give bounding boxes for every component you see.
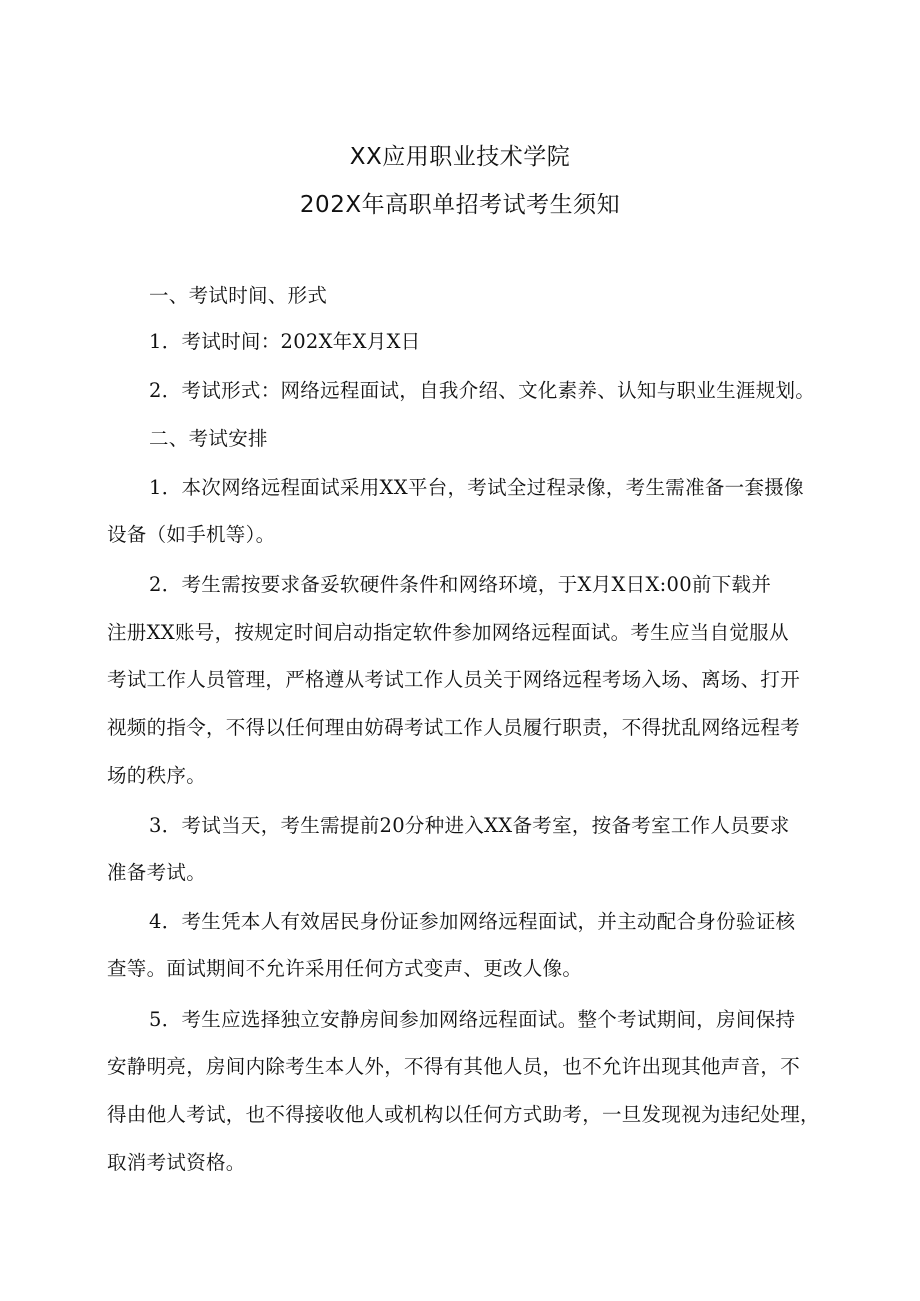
paragraph-line: 场的秩序。	[107, 764, 207, 787]
paragraph-line: 5．考生应选择独立安静房间参加网络远程面试。整个考试期间，房间保持	[149, 1008, 796, 1031]
section-heading-time-format: 一、考试时间、形式	[149, 284, 328, 307]
paragraph-line: 4．考生凭本人有效居民身份证参加网络远程面试，并主动配合身份验证核	[149, 910, 796, 933]
paragraph-line: 视频的指令，不得以任何理由妨碍考试工作人员履行职责，不得扰乱网络远程考	[107, 716, 801, 739]
paragraph-line: 3．考试当天，考生需提前20分种进入XX备考室，按备考室工作人员要求	[149, 814, 790, 837]
paragraph-line: 查等。面试期间不允许采用任何方式变声、更改人像。	[107, 957, 583, 980]
paragraph-line: 注册XX账号，按规定时间启动指定软件参加网络远程面试。考生应当自觉服从	[107, 621, 789, 644]
paragraph-line: 2．考试形式：网络远程面试，自我介绍、文化素养、认知与职业生涯规划。	[149, 379, 816, 402]
paragraph-line: 考试工作人员管理，严格遵从考试工作人员关于网络远程考场入场、离场、打开	[107, 668, 801, 691]
section-heading-arrangement: 二、考试安排	[149, 427, 268, 450]
paragraph-line: 1．本次网络远程面试采用XX平台，考试全过程录像，考生需准备一套摄像	[149, 476, 804, 499]
paragraph-line: 2．考生需按要求备妥软硬件条件和网络环境，于X月X日X:00前下载并	[149, 573, 772, 596]
paragraph-line: 1．考试时间：202X年X月X日	[149, 330, 421, 353]
paragraph-line: 取消考试资格。	[107, 1151, 246, 1174]
paragraph-line: 准备考试。	[107, 861, 207, 884]
paragraph-line: 得由他人考试，也不得接收他人或机构以任何方式助考，一旦发现视为违纪处理，	[107, 1103, 820, 1126]
paragraph-line: 安静明亮，房间内除考生本人外，不得有其他人员，也不允许出现其他声音，不	[107, 1055, 801, 1078]
document-title-notice: 202X年高职单招考试考生须知	[299, 192, 621, 218]
document-title-school: XX应用职业技术学院	[349, 144, 571, 170]
paragraph-line: 设备（如手机等）。	[107, 523, 276, 546]
